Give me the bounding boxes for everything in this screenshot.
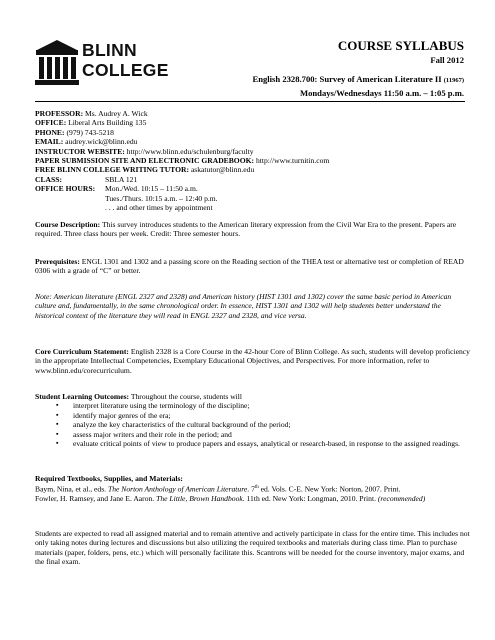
history-note-text: Note: American literature (ENGL 2327 and 2328) and American history (HIST 1301 and 1302) cover the same basic period in American culture and, fundamentally, in the same chronological order. In essence, HIST 1301 and 1302 will help students better understand the historical context of the literature they will read in ENGL 2327 and 2328, and vice versa. [35,292,452,320]
list-item: ▪ evaluate critical points of view to produce papers and essays, analytical or research-based, in response to the assigned readings. [73,439,471,448]
office-hours-label: OFFICE HOURS: [35,184,96,194]
textbook-1-edition: . 7 [247,484,255,494]
textbook-2-recommended: (recommended) [377,494,426,504]
class-label: CLASS: [35,174,63,184]
textbooks-label: Required Textbooks, Supplies, and Materials: [35,474,183,483]
history-note [35,292,471,320]
office-value: Liberal Arts Building 135 [68,118,147,128]
tutor-label: FREE BLINN COLLEGE WRITING TUTOR: [35,165,190,175]
prerequisites-text: ENGL 1301 and 1302 and a passing score on the Reading section of the THEA test or alternative test or completion of READ 0306 with a grade of “C” or better. [35,257,464,276]
professor-label: PROFESSOR: [35,109,84,118]
syllabus-header [190,38,464,99]
term: Fall 2012 [430,55,464,65]
phone-label: PHONE: [35,127,65,137]
core-curriculum-text: English 2328 is a Core Course in the 42-hour Core of Blinn College. As such, students will develop proficiency in the appropriate Intellectual Competencies, Exemplary Educational Objectives, and Perspectives. For more information, refer to www.blinn.edu/corecurriculum. [35,347,470,375]
submission-label: PAPER SUBMISSION SITE AND ELECTRONIC GRADEBOOK: [35,156,255,166]
textbook-1-authors: Baym, Nina, et al., eds. [35,484,108,494]
class-schedule: Mondays/Wednesdays 11:50 a.m. – 1:05 p.m. [299,88,464,98]
email-link[interactable]: audrey.wick@blinn.edu [65,137,138,147]
learning-outcomes-intro: Throughout the course, students will [130,392,243,401]
header-divider [35,101,465,102]
class-room-value: SBLA 121 [105,174,138,184]
textbook-1-edition-suffix: th [254,485,259,491]
office-hours-3: . . . and other times by appointment [105,203,213,213]
participation-text: Students are expected to read all assigned material and to remain attentive and actively participate in class for the entire time. This includes not only taking notes during lectures and discussions but also utilizing the required textbooks and materials during class time. Plan to purchase materials (paper, folders, pens, etc.) which will personally facilitate this. Scantrons will be needed for the course inventory, major exams, and the final exam. [35,529,470,567]
contact-info [35,109,471,212]
textbook-2-title: The Little, Brown Handbook [156,494,243,504]
website-link[interactable]: http://www.blinn.edu/schulenburg/faculty [126,146,254,156]
office-hours-1: Mon./Wed. 10:15 – 11:50 a.m. [105,184,198,194]
list-item: ▪ interpret literature using the terminology of the discipline; [73,401,471,410]
textbook-entry-norton [35,483,471,494]
email-label: EMAIL: [35,137,64,147]
course-code: (11967) [443,77,464,84]
blinn-college-logo [34,38,184,90]
office-hours-2: Tues./Thurs. 10:15 a.m. – 12:40 p.m. [105,193,218,203]
course-title [190,73,464,87]
textbook-entry-handbook [35,494,471,503]
page-title: COURSE SYLLABUS [337,38,464,53]
logo-line-2: COLLEGE [82,60,169,80]
list-item: ▪ assess major writers and their role in the period; and [73,430,471,439]
core-curriculum [35,347,471,375]
building-icon [34,38,80,86]
textbook-1-details: ed. Vols. C-E. New York: Norton, 2007. Print. [258,484,401,494]
list-item: ▪ identify major genres of the era; [73,411,471,420]
textbook-1-title: The Norton Anthology of American Literature [107,484,248,494]
learning-outcomes [35,392,471,448]
tutor-email-link[interactable]: askatutor@blinn.edu [190,165,255,175]
website-label: INSTRUCTOR WEBSITE: [35,146,125,156]
course-description [35,220,471,239]
textbook-2-details: . 11th ed. New York: Longman, 2010. Print. [242,494,378,504]
phone-value: (979) 743-5218 [66,127,114,137]
course-description-label: Course Description: [35,220,101,229]
prerequisites-label: Prerequisites: [35,257,80,266]
professor-value: Ms. Audrey A. Wick [85,109,148,118]
list-item: ▪ analyze the key characteristics of the cultural background of the period; [73,420,471,429]
logo-line-1: BLINN [82,40,137,60]
course-description-text: This survey introduces students to the American literary expression from the Civil War Era to the present. Papers are required. Three class hours per week. Credit: Three semester hours. [35,220,457,239]
submission-link[interactable]: http://www.turnitin.com [255,156,330,166]
participation-expectations [35,529,471,567]
course-name: English 2328.700: Survey of American Literature II [252,74,442,84]
learning-outcomes-label: Student Learning Outcomes: [35,392,130,401]
learning-outcomes-list [35,401,471,448]
core-curriculum-label: Core Curriculum Statement: [35,347,129,356]
textbook-2-authors: Fowler, H. Ramsey, and Jane E. Aaron. [35,494,157,504]
required-textbooks [35,474,471,504]
prerequisites [35,257,471,276]
office-label: OFFICE: [35,118,67,128]
